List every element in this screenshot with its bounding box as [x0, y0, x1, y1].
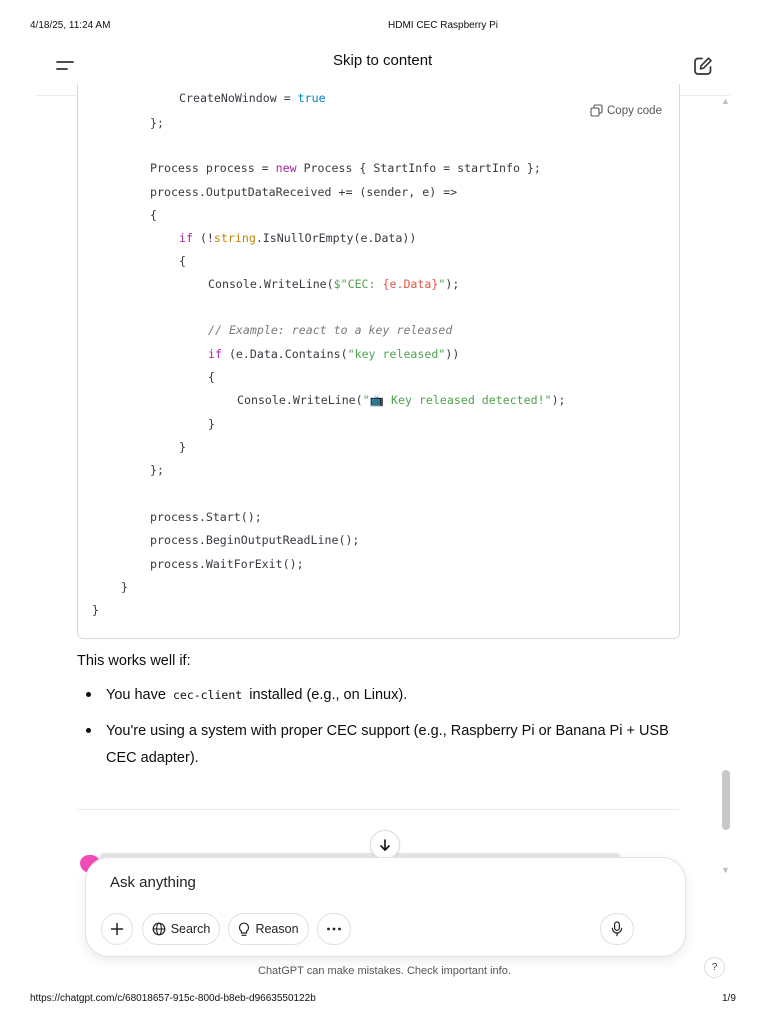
- code-line: }: [208, 417, 215, 431]
- arrow-down-icon: [378, 838, 392, 852]
- code-line: }: [92, 603, 99, 617]
- globe-icon: [152, 922, 166, 936]
- code-line: process.BeginOutputReadLine();: [150, 533, 360, 547]
- scroll-down-arrow-icon[interactable]: ▼: [721, 865, 730, 875]
- print-datetime: 4/18/25, 11:24 AM: [30, 20, 111, 31]
- code-line: process.WaitForExit();: [150, 557, 304, 571]
- code-line: };: [150, 463, 164, 477]
- search-button[interactable]: [142, 913, 220, 945]
- code-line: Console.WriteLine($"CEC: {e.Data}");: [208, 277, 460, 291]
- plus-icon: [110, 922, 124, 936]
- disclaimer-text: ChatGPT can make mistakes. Check important info.: [258, 965, 511, 977]
- skip-to-content-link[interactable]: Skip to content: [333, 52, 433, 69]
- code-line: };: [150, 116, 164, 130]
- code-comment: // Example: react to a key released: [208, 323, 453, 337]
- copy-code-button[interactable]: [590, 104, 662, 117]
- prompt-input[interactable]: Ask anything: [110, 874, 196, 891]
- lightbulb-icon: [238, 922, 250, 937]
- bullet-item: You have cec-client installed (e.g., on Linux).: [106, 687, 408, 703]
- code-line: if (!string.IsNullOrEmpty(e.Data)): [179, 231, 417, 245]
- scroll-to-bottom-button[interactable]: [370, 830, 400, 860]
- help-button[interactable]: ?: [704, 957, 725, 978]
- search-label: Search: [170, 922, 211, 936]
- code-line: process.Start();: [150, 510, 262, 524]
- inline-code: cec-client: [172, 688, 243, 702]
- more-tools-button[interactable]: [317, 913, 351, 945]
- voice-input-button[interactable]: [600, 913, 634, 945]
- reason-button[interactable]: [228, 913, 309, 945]
- print-page-number: 1/9: [722, 993, 736, 1004]
- code-line: {: [150, 208, 157, 222]
- sidebar-toggle-icon[interactable]: [54, 57, 76, 75]
- code-line: process.OutputDataReceived += (sender, e) =>: [150, 185, 458, 199]
- code-line: Console.WriteLine("📺 Key released detected!");: [237, 393, 566, 407]
- print-doc-title: HDMI CEC Raspberry Pi: [388, 20, 499, 31]
- bullet-item: You're using a system with proper CEC support (e.g., Raspberry Pi or Banana Pi + USB CEC adapter).: [106, 723, 669, 766]
- scrollbar-thumb[interactable]: [722, 770, 730, 830]
- code-line: {: [208, 370, 215, 384]
- more-dots-icon: [326, 927, 342, 931]
- reason-label: Reason: [255, 922, 299, 936]
- code-line: }: [179, 440, 186, 454]
- microphone-icon: [611, 921, 623, 937]
- new-chat-icon[interactable]: [692, 55, 714, 77]
- code-line: if (e.Data.Contains("key released")): [208, 347, 460, 361]
- message-divider: [77, 809, 679, 810]
- bullet-marker: [86, 728, 91, 733]
- code-line: }: [121, 580, 128, 594]
- bullet-marker: [86, 692, 91, 697]
- code-line: Process process = new Process { StartInfo = startInfo };: [150, 161, 541, 175]
- code-line: CreateNoWindow = true: [179, 91, 326, 105]
- code-line: {: [179, 254, 186, 268]
- print-url: https://chatgpt.com/c/68018657-915c-800d-b8eb-d9663550122b: [30, 993, 316, 1004]
- add-attachment-button[interactable]: [101, 913, 133, 945]
- copy-icon: [590, 104, 603, 117]
- copy-code-label: Copy code: [607, 104, 662, 117]
- answer-intro: This works well if:: [77, 653, 191, 669]
- scroll-up-arrow-icon[interactable]: ▲: [721, 96, 730, 106]
